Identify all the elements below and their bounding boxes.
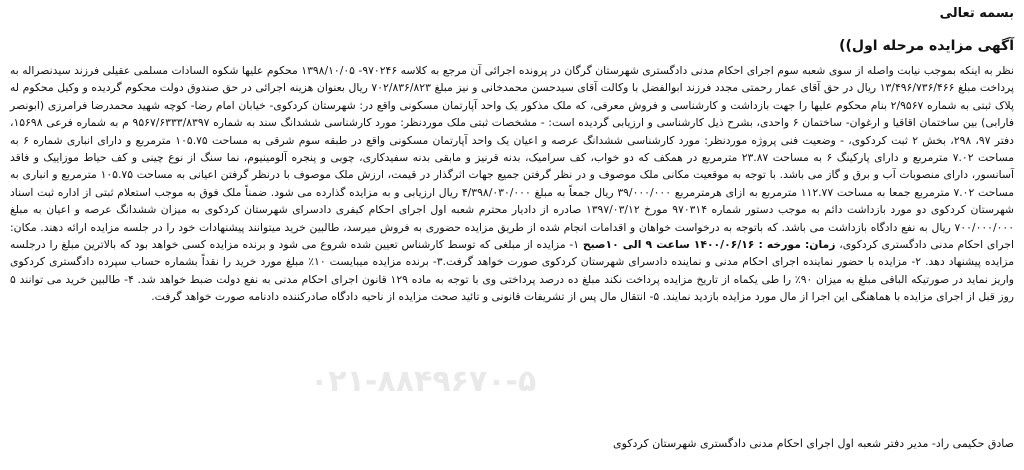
body-text-part2: ۱- مزایده از مبلغی که توسط کارشناس تعیین شده شروع می شود و برنده مزایده کسی خواهد بود که بالاترین مبلغ را درجلسه مزایده پیشنهاد دهد. ۲- مزایده با حضور نماینده اجرای احکام مدنی و نماینده دادسرای شهرستان کردکوی صورت خواهد گرفت.۳- برنده مزایده میبایست ۱۰٪ مبلغ مورد خرید را نقداً بشماره حساب سپرده دادگستری کردکوی واریز نماید در صورتیکه الباقی مبلغ به میزان ۹۰٪ را طی یکماه از تاریخ مزایده پرداخت نکند مبلغ ده درصد پرداختی وی با توجه به ماده ۱۲۹ قانون اجرای احکام مدنی به نفع دولت ضبط خواهد شد. ۴- طالبین خرید می توانند ۵ روز قبل از اجرای مزایده با هماهنگی این اجرا از مال مورد مزایده بازدید نمایند. ۵- انتقال مال پس از تشریفات قانونی و تائید صحت مزایده از ناحیه دادگاه صادرکننده دادنامه صورت خواهد گرفت. — [10, 238, 1015, 304]
phone-watermark: ۰۲۱-۸۸۴۹۶۷۰-۵ — [310, 364, 537, 399]
document-title: بسمه تعالی — [939, 6, 1014, 21]
notice-heading: آگهی مزایده مرحله اول)) — [839, 38, 1014, 54]
auction-time: زمان: مورخه : ۱۴۰۰/۰۶/۱۶ ساعت ۹ الی ۱۰صبح — [582, 238, 836, 252]
body-text-part1: نظر به اینکه بموجب نیابت واصله از سوی شعبه سوم اجرای احکام مدنی دادگستری شهرستان گرگان در پرونده اجرائی آن مرجع به کلاسه ۹۷۰۲۴۶- ۱۳۹۸/۱۰/۰۵ محکوم علیها شکوه السادات مسلمی عقیلی فرزند سیدنصراله به پرداخت مبلغ ۱۳/۴۹۶/۷۳۶/۴۶۶ ریال در حق آقای عمار رحمتی مجدد فرزند ابوالفضل با وکالت آقای سیدحسن محمدخانی و نیز مبلغ ۷۰۲/۸۳۶/۸۲۳ ریال بعنوان هزینه اجرائی در حق صندوق دولت محکوم گردیده و وکیل محکوم له پلاک ثبتی به شماره ۲/۹۵۶۷ بنام محکوم علیها را جهت بازداشت و کارشناسی و فروش معرفی، که ملک مذکور یک واحد آپارتمان مسکونی واقع در: شهرستان کردکوی- خیابان امام رضا- کوچه شهید محمدرضا فرامرزی (ابونصر فارابی) بین ساختمان اقاقیا و ارغوان- ساختمان ۶ واحدی، بشرح ذیل کارشناسی و ارزیابی گردیده است: - مشخصات ثبتی ملک موردنظر: مورد کارشناسی ششدانگ سند به شماره ۹۵۶۷/۶۳۳۳/۸۳۹۷ م به شماره فرعی ۱۵۶۹۸، دفتر ۹۷، ۲۹۸، بخش ۲ ثبت کردکوی، - وضعیت فنی پروژه موردنظر: مورد کارشناسی ششدانگ عرصه و اعیان یک واحد آپارتمان مسکونی واقع در طبقه سوم شرقی به مساحت ۱۰۵.۷۵ مترمربع و دارای انباری شماره ۶ به مساحت ۷.۰۲ مترمربع و دارای پارکینگ ۶ به مساحت ۲۳.۸۷ مترمربع در همکف که دو خواب، کف سرامیک، بدنه قرنیز و مابقی بدنه سفیدکاری، چوبی و پنجره آلومینیوم، نما سنگ از نوع چینی و کف حیاط موزاییک و فاقد آسانسور، دارای منصوبات آب و برق و گاز می باشد. با توجه به موقعیت مکانی ملک موصوف و در نظر گرفتن جمیع جهات اثرگذار در قیمت، ارزش ملک موصوف با درنظر گرفتن اعیانی به مساحت ۱۰۵.۷۵ مترمربع و انباری به مساحت ۷.۰۲ مترمربع جمعا به مساحت ۱۱۲.۷۷ مترمربع به ازای هرمترمربع ۳۹/۰۰۰/۰۰۰ ریال جمعاً به مبلغ ۴/۳۹۸/۰۳۰/۰۰۰ ریال ارزیابی و به مزایده گذارده می شود. ضمناً ملک فوق به موجب استعلام ثبتی از اداره ثبت اسناد شهرستان کردکوی دو مورد بازداشت دائم به موجب دستور شماره ۹۷۰۳۱۴ مورخ ۱۳۹۷/۰۳/۱۲ صادره از دادیار محترم شعبه اول اجرای احکام کیفری دادسرای شهرستان کردکوی به میزان ششدانگ عرصه و اعیان به مبلغ ۷۰۰/۰۰۰/۰۰۰ ریال به نفع دادگاه بازداشت می باشد. که باتوجه به درخواست خواهان و اقدامات انجام شده از طریق مزایده حضوری به فروش میرسد، طالبین خرید میتوانند پیشنهادات خود را در جلسه مزایده ارائه دهند. مکان: اجرای احکام مدنی دادگستری کردکوی، — [10, 64, 1015, 252]
signature-line: صادق حکیمی راد- مدیر دفتر شعبه اول اجرای احکام مدنی دادگستری شهرستان کردکوی — [612, 437, 1014, 450]
notice-document — [10, 4, 1014, 462]
notice-body — [10, 62, 1014, 306]
